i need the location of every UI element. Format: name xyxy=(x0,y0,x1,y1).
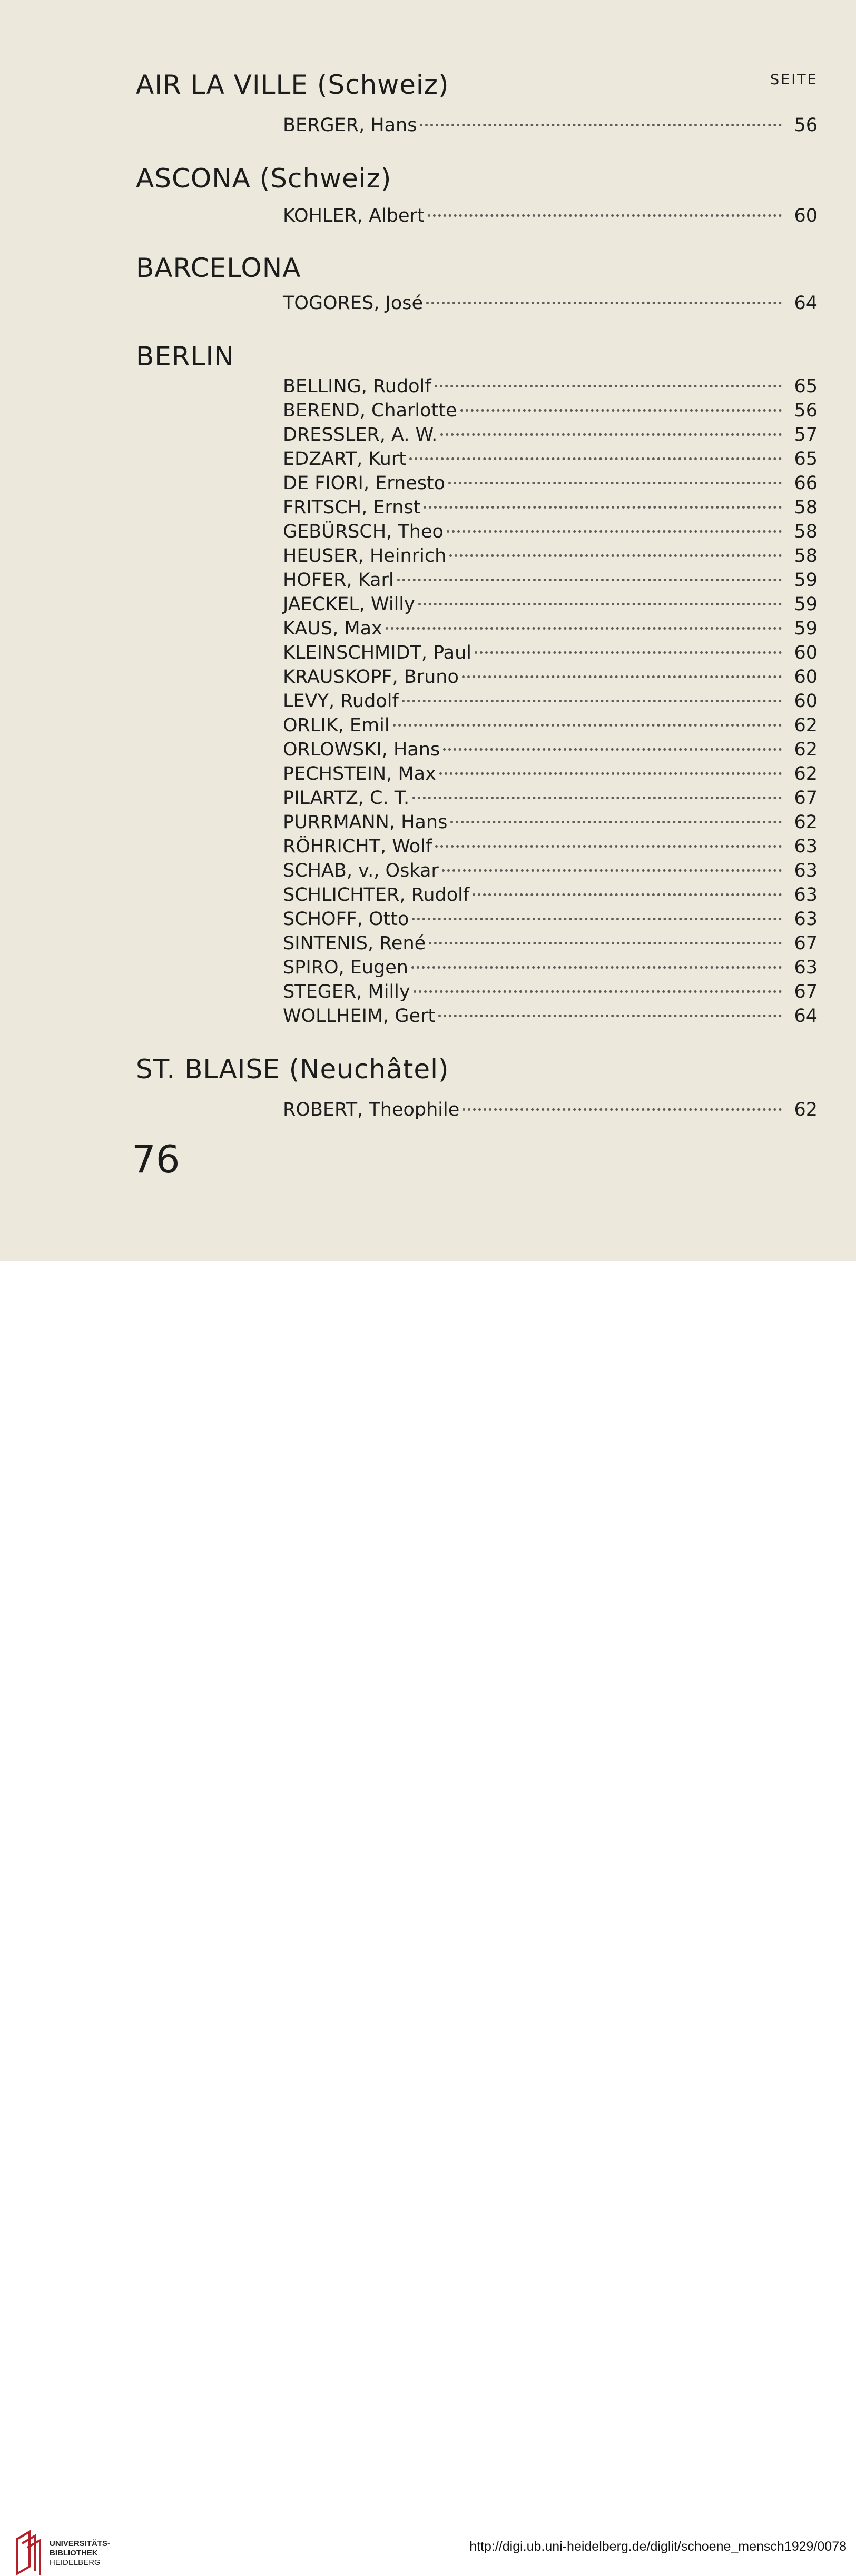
page-ref: 67 xyxy=(794,788,818,809)
source-url[interactable]: http://digi.ub.uni-heidelberg.de/diglit/schoene_mensch1929/0078 xyxy=(469,2539,847,2554)
index-entry xyxy=(283,788,818,812)
artist-name: FRITSCH, Ernst xyxy=(283,497,421,518)
artist-name: PURRMANN, Hans xyxy=(283,812,448,833)
city-heading: BERLIN xyxy=(136,341,234,372)
dot-leader xyxy=(418,603,782,605)
page-column-header: SEITE xyxy=(770,72,818,88)
artist-name: BEREND, Charlotte xyxy=(283,400,457,421)
index-entry xyxy=(283,933,818,957)
artist-name: WOLLHEIM, Gert xyxy=(283,1006,436,1027)
library-line: BIBLIOTHEK xyxy=(50,2549,98,2558)
artist-name: KRAUSKOPF, Bruno xyxy=(283,667,459,688)
page-ref: 59 xyxy=(794,618,818,639)
index-entry xyxy=(283,981,818,1006)
artist-name: ORLIK, Emil xyxy=(283,715,390,736)
dot-leader xyxy=(440,433,782,436)
page-ref: 58 xyxy=(794,521,818,542)
city-heading: ST. BLAISE (Neuchâtel) xyxy=(136,1054,449,1085)
page-number: 76 xyxy=(132,1137,180,1181)
artist-name: BELLING, Rudolf xyxy=(283,376,431,397)
page-ref: 62 xyxy=(794,812,818,833)
page-ref: 56 xyxy=(794,400,818,421)
library-name xyxy=(50,2539,110,2568)
index-entry xyxy=(283,836,818,860)
dot-leader xyxy=(442,869,782,872)
dot-leader xyxy=(435,385,782,387)
index-entry xyxy=(283,667,818,691)
library-line: UNIVERSITÄTS- xyxy=(50,2539,111,2548)
dot-leader xyxy=(397,579,782,581)
page-ref: 60 xyxy=(794,205,818,226)
index-entry xyxy=(283,691,818,715)
index-entry xyxy=(283,545,818,570)
dot-leader xyxy=(414,990,782,993)
dot-leader xyxy=(439,772,782,775)
index-entry xyxy=(283,376,818,400)
index-entry xyxy=(283,957,818,981)
city-heading: BARCELONA xyxy=(136,253,301,283)
city-heading: AIR LA VILLE (Schweiz) xyxy=(136,69,449,100)
index-entry xyxy=(283,1099,818,1123)
page-ref: 56 xyxy=(794,115,818,136)
dot-leader xyxy=(435,845,782,848)
artist-name: SINTENIS, René xyxy=(283,933,426,954)
index-entry xyxy=(283,909,818,933)
index-entry xyxy=(283,715,818,739)
index-entry xyxy=(283,115,818,139)
index-entry xyxy=(283,812,818,836)
page-ref: 62 xyxy=(794,763,818,784)
dot-leader xyxy=(447,530,782,533)
dot-leader xyxy=(426,302,782,304)
page-ref: 63 xyxy=(794,909,818,930)
artist-name: HEUSER, Heinrich xyxy=(283,545,447,566)
page-ref: 58 xyxy=(794,545,818,566)
artist-name: KLEINSCHMIDT, Paul xyxy=(283,642,472,663)
artist-name: ORLOWSKI, Hans xyxy=(283,739,440,760)
page-ref: 57 xyxy=(794,424,818,445)
dot-leader xyxy=(449,554,782,557)
artist-name: KOHLER, Albert xyxy=(283,205,425,226)
index-entry xyxy=(283,739,818,763)
library-logo-icon xyxy=(12,2530,43,2576)
dot-leader xyxy=(409,457,782,460)
city-heading: ASCONA (Schweiz) xyxy=(136,163,392,194)
page-ref: 59 xyxy=(794,594,818,615)
artist-name: LEVY, Rudolf xyxy=(283,691,399,712)
page-ref: 64 xyxy=(794,293,818,314)
page-ref: 60 xyxy=(794,691,818,712)
page-ref: 63 xyxy=(794,884,818,906)
page-ref: 66 xyxy=(794,473,818,494)
index-entry xyxy=(283,1006,818,1030)
index-entry xyxy=(283,497,818,521)
dot-leader xyxy=(448,482,782,484)
artist-name: SCHOFF, Otto xyxy=(283,909,409,930)
artist-name: SCHLICHTER, Rudolf xyxy=(283,884,470,906)
page-ref: 65 xyxy=(794,449,818,470)
page-ref: 62 xyxy=(794,739,818,760)
page-ref: 63 xyxy=(794,836,818,857)
page-ref: 64 xyxy=(794,1006,818,1027)
artist-name: BERGER, Hans xyxy=(283,115,417,136)
index-entry xyxy=(283,570,818,594)
library-line: HEIDELBERG xyxy=(50,2558,101,2567)
dot-leader xyxy=(438,1015,782,1017)
page-ref: 67 xyxy=(794,933,818,954)
dot-leader xyxy=(450,821,782,823)
dot-leader xyxy=(429,942,782,944)
index-entry xyxy=(283,205,818,230)
artist-name: DRESSLER, A. W. xyxy=(283,424,438,445)
index-entry xyxy=(283,424,818,449)
dot-leader xyxy=(411,966,782,969)
dot-leader xyxy=(424,506,782,509)
artist-name: ROBERT, Theophile xyxy=(283,1099,460,1120)
artist-name: STEGER, Milly xyxy=(283,981,410,1002)
dot-leader xyxy=(462,675,782,678)
index-entry xyxy=(283,473,818,497)
page-ref: 62 xyxy=(794,715,818,736)
index-entry xyxy=(283,642,818,667)
artist-name: PILARTZ, C. T. xyxy=(283,788,410,809)
dot-leader xyxy=(393,724,782,727)
artist-name: DE FIORI, Ernesto xyxy=(283,473,446,494)
dot-leader xyxy=(443,748,782,751)
artist-name: PECHSTEIN, Max xyxy=(283,763,436,784)
index-entry xyxy=(283,884,818,909)
index-entry xyxy=(283,860,818,884)
dot-leader xyxy=(463,1108,782,1111)
artist-name: EDZART, Kurt xyxy=(283,449,406,470)
viewer-footer xyxy=(0,1261,856,2567)
dot-leader xyxy=(473,893,782,896)
page-ref: 63 xyxy=(794,957,818,978)
page-ref: 62 xyxy=(794,1099,818,1120)
dot-leader xyxy=(386,627,782,630)
dot-leader xyxy=(402,700,782,702)
index-entry xyxy=(283,449,818,473)
page-ref: 58 xyxy=(794,497,818,518)
artist-name: RÖHRICHT, Wolf xyxy=(283,836,432,857)
artist-name: SPIRO, Eugen xyxy=(283,957,408,978)
document-page xyxy=(0,0,856,1261)
index-entry xyxy=(283,594,818,618)
page-ref: 63 xyxy=(794,860,818,881)
artist-name: TOGORES, José xyxy=(283,293,424,314)
index-entry xyxy=(283,521,818,545)
index-entry xyxy=(283,763,818,788)
artist-name: JAECKEL, Willy xyxy=(283,594,415,615)
artist-name: HOFER, Karl xyxy=(283,570,394,591)
artist-name: KAUS, Max xyxy=(283,618,382,639)
dot-leader xyxy=(412,918,782,920)
dot-leader xyxy=(428,214,782,217)
page-ref: 67 xyxy=(794,981,818,1002)
dot-leader xyxy=(412,797,782,799)
dot-leader xyxy=(460,409,782,412)
artist-name: SCHAB, v., Oskar xyxy=(283,860,439,881)
dot-leader xyxy=(420,124,782,126)
dot-leader xyxy=(475,651,782,654)
page-ref: 60 xyxy=(794,667,818,688)
artist-name: GEBÜRSCH, Theo xyxy=(283,521,444,542)
page-ref: 59 xyxy=(794,570,818,591)
index-entry xyxy=(283,400,818,424)
page-ref: 65 xyxy=(794,376,818,397)
page-ref: 60 xyxy=(794,642,818,663)
index-entry xyxy=(283,618,818,642)
index-entry xyxy=(283,293,818,317)
